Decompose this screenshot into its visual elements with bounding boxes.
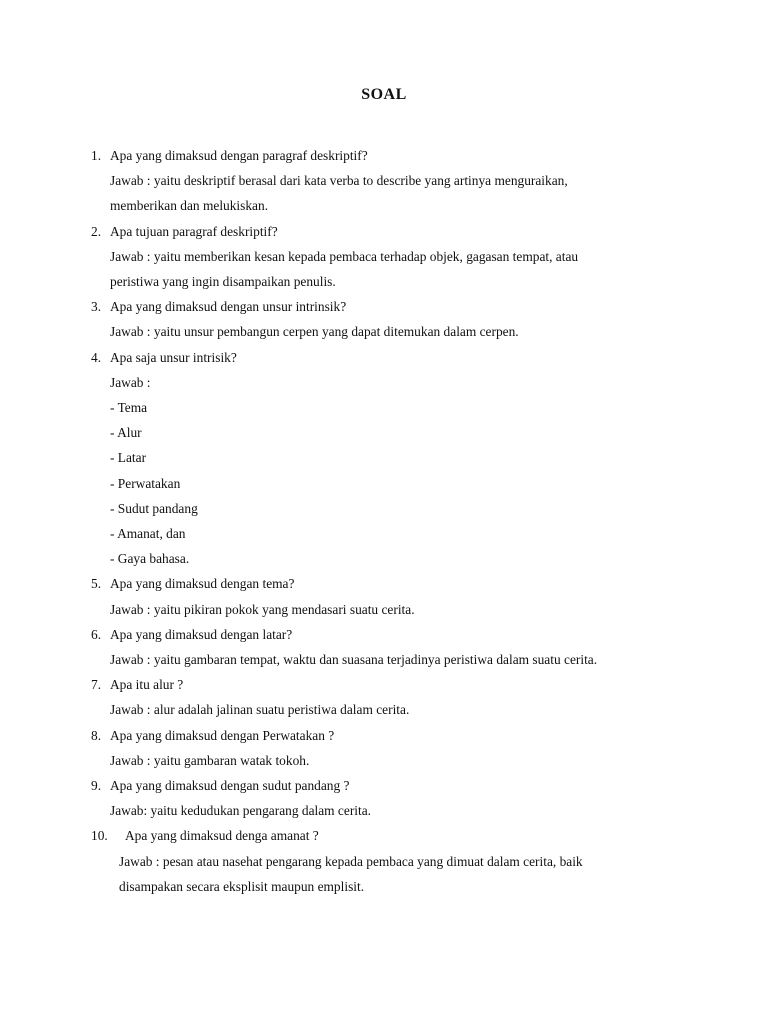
answer-text: memberikan dan melukiskan. bbox=[110, 198, 269, 213]
answer-text: Jawab : yaitu memberikan kesan kepada pembaca terhadap objek, gagasan tempat, atau bbox=[110, 249, 579, 264]
question-number: 7. bbox=[91, 677, 102, 692]
question-text: Apa yang dimaksud dengan latar? bbox=[110, 627, 293, 642]
question-text: Apa yang dimaksud dengan tema? bbox=[110, 576, 295, 591]
question-number: 6. bbox=[91, 627, 102, 642]
answer-text: Jawab : pesan atau nasehat pengarang kepada pembaca yang dimuat dalam cerita, baik bbox=[119, 854, 583, 869]
question-text: Apa tujuan paragraf deskriptif? bbox=[110, 224, 278, 239]
question-text: Apa saja unsur intrisik? bbox=[110, 350, 237, 365]
answer-text: peristiwa yang ingin disampaikan penulis. bbox=[110, 274, 336, 289]
question-text: Apa yang dimaksud dengan sudut pandang ? bbox=[110, 778, 350, 793]
question-number: 1. bbox=[91, 148, 102, 163]
answer-text: - Perwatakan bbox=[110, 476, 181, 491]
answer-text: Jawab : alur adalah jalinan suatu peristiwa dalam cerita. bbox=[110, 702, 410, 717]
question-number: 2. bbox=[91, 224, 102, 239]
answer-text: - Latar bbox=[110, 450, 147, 465]
answer-text: Jawab : bbox=[110, 375, 151, 390]
answer-text: Jawab : yaitu gambaran watak tokoh. bbox=[110, 753, 310, 768]
question-number: 5. bbox=[91, 576, 102, 591]
page-title: SOAL bbox=[361, 86, 407, 103]
question-number: 9. bbox=[91, 778, 102, 793]
answer-text: - Sudut pandang bbox=[110, 501, 198, 516]
answer-text: - Amanat, dan bbox=[110, 526, 186, 541]
answer-text: disampakan secara eksplisit maupun emplisit. bbox=[119, 879, 365, 894]
answer-text: Jawab : yaitu deskriptif berasal dari kata verba to describe yang artinya menguraikan, bbox=[110, 173, 568, 188]
question-text: Apa yang dimaksud denga amanat ? bbox=[125, 828, 319, 843]
answer-text: Jawab: yaitu kedudukan pengarang dalam cerita. bbox=[110, 803, 372, 818]
question-text: Apa yang dimaksud dengan unsur intrinsik? bbox=[110, 299, 347, 314]
answer-text: - Alur bbox=[110, 425, 142, 440]
answer-text: - Tema bbox=[110, 400, 148, 415]
question-text: Apa yang dimaksud dengan Perwatakan ? bbox=[110, 728, 335, 743]
question-number: 4. bbox=[91, 350, 102, 365]
answer-text: Jawab : yaitu unsur pembangun cerpen yang dapat ditemukan dalam cerpen. bbox=[110, 324, 519, 339]
question-number: 10. bbox=[91, 828, 108, 843]
question-text: Apa itu alur ? bbox=[110, 677, 184, 692]
answer-text: Jawab : yaitu pikiran pokok yang mendasari suatu cerita. bbox=[110, 602, 415, 617]
answer-text: - Gaya bahasa. bbox=[110, 551, 190, 566]
answer-text: Jawab : yaitu gambaran tempat, waktu dan suasana terjadinya peristiwa dalam suatu cerita. bbox=[110, 652, 598, 667]
question-text: Apa yang dimaksud dengan paragraf deskriptif? bbox=[110, 148, 368, 163]
question-number: 3. bbox=[91, 299, 102, 314]
question-number: 8. bbox=[91, 728, 102, 743]
